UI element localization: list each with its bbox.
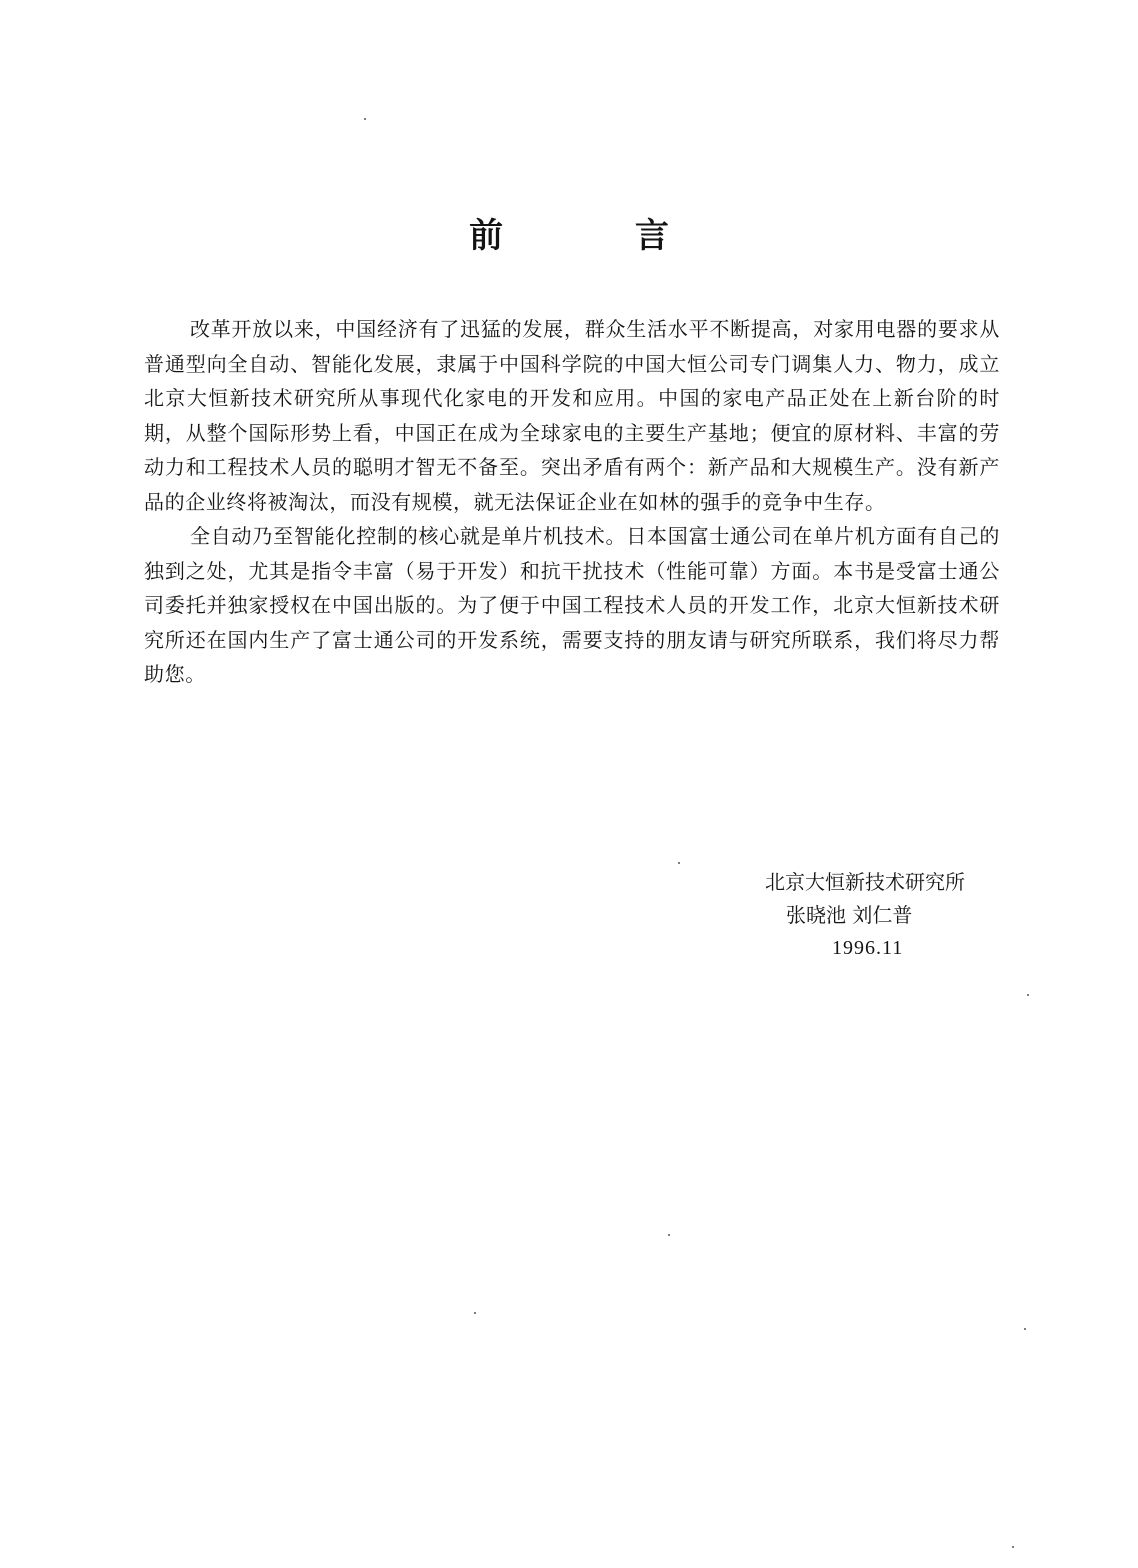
scan-speck: [678, 862, 680, 864]
scan-speck: [474, 1312, 476, 1314]
signature-organization: 北京大恒新技术研究所: [765, 870, 965, 894]
paragraph-1: 改革开放以来，中国经济有了迅猛的发展，群众生活水平不断提高，对家用电器的要求从普通型向全自动、智能化发展，隶属于中国科学院的中国大恒公司专门调集人力、物力，成立北京大恒新技术研究所从事现代化家电的开发和应用。中国的家电产品正处在上新台阶的时期，从整个国际形势上看，中国正在成为全球家电的主要生产基地；便宜的原材料、丰富的劳动力和工程技术人员的聪明才智无不备至。突出矛盾有两个：新产品和大规模生产。没有新产品的企业终将被淘汰，而没有规模，就无法保证企业在如林的强手的竞争中生存。: [144, 317, 1000, 514]
scan-speck: [1024, 1328, 1026, 1330]
scan-speck: [1012, 1546, 1014, 1548]
scan-speck: [668, 1234, 670, 1236]
preface-body: [144, 312, 1000, 692]
signature-block: [760, 866, 1000, 965]
signature-date: 1996.11: [832, 937, 904, 959]
scan-speck: [364, 118, 366, 120]
scan-speck: [1027, 994, 1029, 996]
signature-authors: 张晓池 刘仁普: [786, 903, 913, 927]
page-title: 前 言: [469, 216, 729, 256]
paragraph-2: 全自动乃至智能化控制的核心就是单片机技术。日本国富士通公司在单片机方面有自己的独到之处，尤其是指令丰富（易于开发）和抗干扰技术（性能可靠）方面。本书是受富士通公司委托并独家授权在中国出版的。为了便于中国工程技术人员的开发工作，北京大恒新技术研究所还在国内生产了富士通公司的开发系统，需要支持的朋友请与研究所联系，我们将尽力帮助您。: [144, 524, 1000, 686]
